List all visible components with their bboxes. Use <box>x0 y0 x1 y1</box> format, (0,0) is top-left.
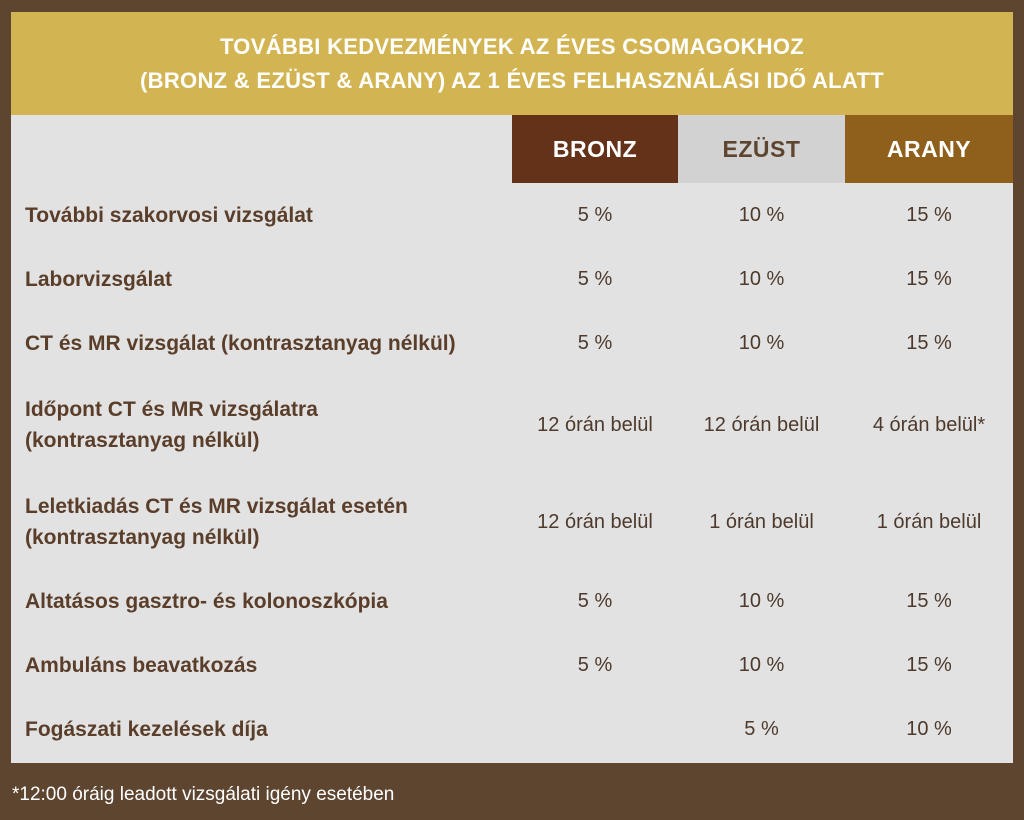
row-label-line: Laborvizsgálat <box>25 267 173 291</box>
cell-bronz: 5 % <box>577 589 613 612</box>
cell-ezust: 10 % <box>738 267 785 290</box>
cell-bronz <box>512 697 678 761</box>
row-label-line: Leletkiadás CT és MR vizsgálat esetén <box>25 495 408 518</box>
cell-arany: 15 % <box>906 589 952 612</box>
row-label <box>25 247 505 311</box>
row-label <box>25 475 505 569</box>
table-row <box>11 475 1013 569</box>
row-label-line: (kontrasztanyag nélkül) <box>25 526 260 549</box>
cell-arany: 1 órán belül <box>876 510 982 533</box>
row-label-line: Altatásos gasztro- és kolonoszkópia <box>25 589 388 613</box>
row-label-line: Időpont CT és MR vizsgálatra <box>25 398 318 421</box>
cell-bronz: 12 órán belül <box>537 413 653 436</box>
cell-arany: 15 % <box>906 267 952 290</box>
cell-arany: 10 % <box>906 717 952 740</box>
table-row <box>11 311 1013 375</box>
column-header-ezust: EZÜST <box>678 115 845 183</box>
cell-bronz: 5 % <box>577 331 613 354</box>
cell-bronz: 5 % <box>577 267 613 290</box>
cell-ezust: 10 % <box>738 589 785 612</box>
page-title <box>11 12 1013 115</box>
title-line-2: (BRONZ & EZÜST & ARANY) AZ 1 ÉVES FELHASZNÁLÁSI IDŐ ALATT <box>140 67 884 93</box>
row-label <box>25 633 505 697</box>
cell-ezust: 12 órán belül <box>703 413 820 436</box>
cell-bronz: 5 % <box>577 653 613 676</box>
cell-ezust: 10 % <box>738 331 785 354</box>
footnote: *12:00 óráig leadott vizsgálati igény esetében <box>12 784 395 805</box>
row-label <box>25 697 505 761</box>
cell-ezust: 10 % <box>738 203 785 226</box>
row-label <box>25 569 505 633</box>
row-label-line: (kontrasztanyag nélkül) <box>25 429 260 452</box>
row-label <box>25 311 505 375</box>
row-label-line: Fogászati kezelések díja <box>25 717 268 741</box>
column-header-arany: ARANY <box>845 115 1013 183</box>
cell-bronz: 12 órán belül <box>537 510 653 533</box>
row-label-line: További szakorvosi vizsgálat <box>25 203 313 227</box>
cell-bronz: 5 % <box>577 203 613 226</box>
table-row <box>11 697 1013 761</box>
cell-arany: 15 % <box>906 203 952 226</box>
title-line-1: TOVÁBBI KEDVEZMÉNYEK AZ ÉVES CSOMAGOKHOZ <box>219 33 805 59</box>
discount-table <box>11 115 1013 763</box>
cell-ezust: 10 % <box>738 653 785 676</box>
cell-ezust: 5 % <box>744 717 779 740</box>
cell-ezust: 1 órán belül <box>709 510 814 533</box>
table-row <box>11 247 1013 311</box>
table-row <box>11 633 1013 697</box>
table-row <box>11 183 1013 247</box>
table-row <box>11 375 1013 475</box>
cell-arany: 15 % <box>906 331 952 354</box>
row-label <box>25 375 505 475</box>
cell-arany: 15 % <box>906 653 952 676</box>
column-header-bronz: BRONZ <box>512 115 678 183</box>
row-label-line: CT és MR vizsgálat (kontrasztanyag nélkül) <box>25 331 456 355</box>
row-label <box>25 183 505 247</box>
table-row <box>11 569 1013 633</box>
row-label-line: Ambuláns beavatkozás <box>25 653 258 677</box>
cell-arany: 4 órán belül* <box>872 413 986 436</box>
